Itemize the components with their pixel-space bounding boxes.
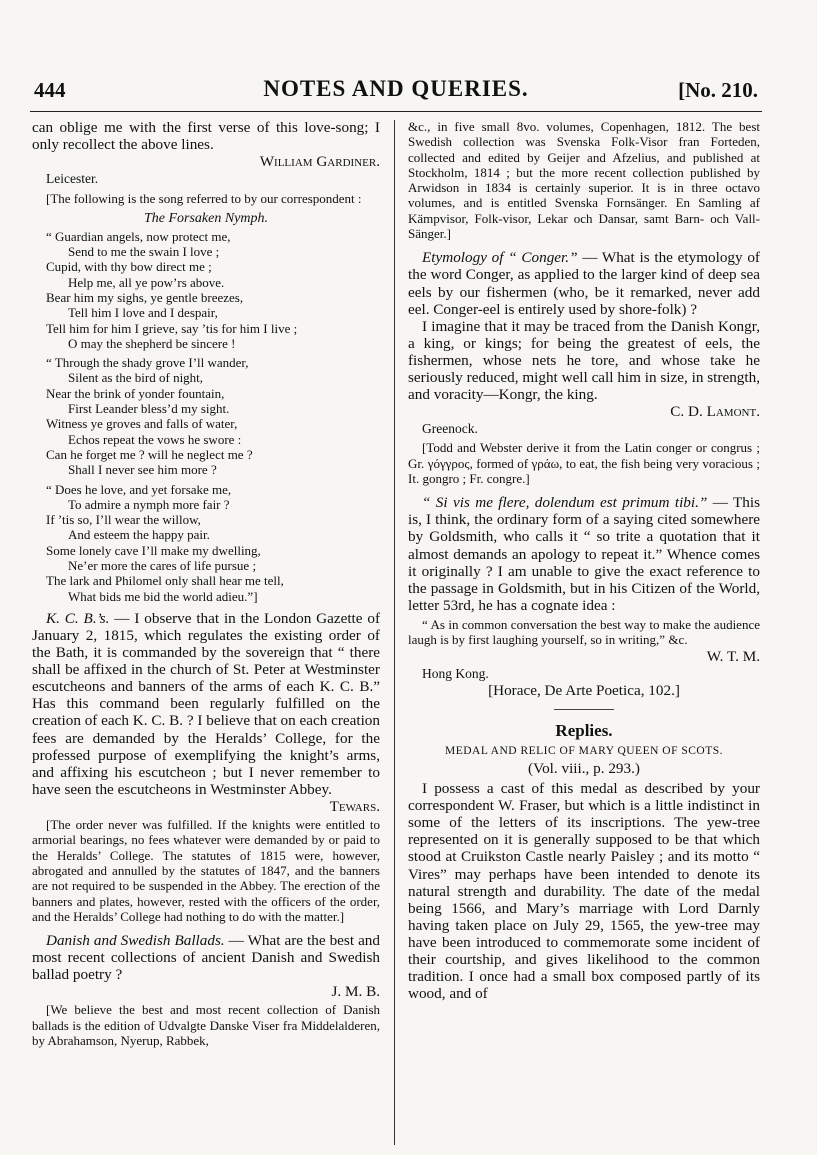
page-header bbox=[30, 76, 762, 112]
poem-line: Witness ye groves and falls of water, bbox=[46, 416, 238, 432]
page-number: 444 bbox=[34, 78, 66, 102]
paragraph: I imagine that it may be traced from the Danish Kongr, a king, or kings; for being the greatest of eels, the fishermen, whose nets he tore, and whose take he seriously reduced, might well call him in size, in strength, and voracity—Kongr, the king. bbox=[408, 317, 760, 404]
poem-stanza-3 bbox=[32, 482, 380, 604]
poem-line: “ Guardian angels, now protect me, bbox=[46, 228, 231, 244]
paragraph: can oblige me with the first verse of this love-song; I only recollect the above lines. bbox=[32, 119, 380, 154]
replies-heading: Replies. bbox=[555, 720, 613, 740]
poem-line: O may the shepherd be sincere ! bbox=[68, 335, 236, 351]
poem-line: And esteem the happy pair. bbox=[68, 527, 210, 543]
left-column bbox=[32, 119, 380, 1048]
editor-note: [The following is the song referred to by our correspondent : bbox=[46, 191, 362, 207]
poem-line: Help me, all ye pow’rs above. bbox=[68, 274, 225, 290]
journal-title: NOTES AND QUERIES. bbox=[263, 76, 529, 101]
issue-number: [No. 210. bbox=[678, 78, 758, 102]
signature: William Gardiner. bbox=[259, 153, 380, 171]
poem-line: “ Does he love, and yet forsake me, bbox=[46, 481, 232, 497]
header-rule bbox=[30, 111, 762, 112]
query-text: — I observe that in the London Gazette of January 2, 1815, which regulates the existing order of the Bath, it is commanded by the sovereign that “ there shall be affixed in the church of St. Peter at Westminster escutcheons and banners of the arms of each K. C. B.” Has this command been regularly fulfilled on the creation of each K. C. B. ? I believe that on each creation fees are demanded by the Heralds’ College, for the professed purpose of exemplifying the knight’s arms, and affixing his escutcheon ; but I never remember to have seen the escutcheons in Westminster Abbey. bbox=[32, 609, 381, 798]
query-text: — What are the best and most recent collections of ancient Danish and Swedish ballad poetry ? bbox=[32, 932, 380, 984]
editor-reply-continued: &c., in five small 8vo. volumes, Copenhagen, 1812. The best Swedish collection was Svenska Folk-Visor fran Forteden, collected and edited by Geijer and Afzelius, and published at Stockholm, 1814 ; but the more recent collection published by Arwidson in 1834 is certainly superior. It is in three octavo volumes, and is entitled Svenska Fornsänger. En Samling af Kämpvisor, Folk-visor, Lekar och Dansar, samt Barn- och Vall-Sänger.] bbox=[408, 119, 760, 242]
query-kcb bbox=[32, 610, 380, 798]
poem-line: “ Through the shady grove I’ll wander, bbox=[46, 355, 249, 371]
signature: J. M. B. bbox=[331, 983, 380, 1001]
signature: Tewars. bbox=[329, 797, 380, 815]
query-text: — What is the etymology of the word Conger, as applied to the larger kind of deep sea eels by our fishermen (who, be it remarked, never add eel. Conger-eel is entirely used by shore-folk) ? bbox=[408, 249, 760, 318]
place-name: Leicester. bbox=[46, 171, 99, 187]
poem-line: First Leander bless’d my sight. bbox=[68, 401, 230, 417]
poem-stanza-2 bbox=[32, 355, 380, 477]
poem-line: To admire a nymph more fair ? bbox=[68, 496, 230, 512]
place-name: Hong Kong. bbox=[422, 665, 489, 681]
poem-line: Can he forget me ? will he neglect me ? bbox=[46, 446, 253, 462]
poem-line: Near the brink of yonder fountain, bbox=[46, 385, 225, 401]
editor-reply: [We believe the best and most recent collection of Danish ballads is the edition of Udvalgte Danske Viser fra Middelalderen, by Abrahamson, Nyerup, Rabbek, bbox=[32, 1002, 380, 1049]
poem-line: Cupid, with thy bow direct me ; bbox=[46, 259, 212, 275]
poem-line: What bids me bid the world adieu.”] bbox=[68, 588, 258, 604]
article-text: I possess a cast of this medal as described by your correspondent W. Fraser, but which is a little indistinct in some of the letters of its inscriptions. The yew-tree represented on it is generally supposed to be that which stood at Cruikston Castle nearly Paisley ; and its motto “ Vires” may perhaps have been intended to denote its natural strength and durability. The date of the medal being 1566, and Mary’s marriage with Lord Darnly having taken place on July 29, 1565, the yew-tree may have been introduced to commemorate some incident of their courtship, and gives likelihood to the common tradition. I once had a small box composed partly of its wood, and of bbox=[408, 780, 760, 1003]
poem-line: Echos repeat the vows he swore : bbox=[68, 431, 242, 447]
poem-line: Tell him for him I grieve, say ’tis for him I live ; bbox=[46, 320, 298, 336]
poem-title: The Forsaken Nymph. bbox=[143, 210, 269, 226]
poem-line: If ’tis so, I’ll wear the willow, bbox=[46, 512, 201, 528]
editor-reply: [Todd and Webster derive it from the Latin conger or congrus ; Gr. γόγγρος, formed of γράω, to eat, the fish being very voracious ; It. gongro ; Fr. congre.] bbox=[408, 440, 760, 486]
poem-line: Tell him I love and I despair, bbox=[68, 305, 218, 321]
section-divider bbox=[554, 709, 614, 710]
quotation: “ As in common conversation the best way to make the audience laugh is by first laughing yourself, so in writing,” &c. bbox=[408, 616, 760, 648]
place-name: Greenock. bbox=[422, 421, 478, 437]
signature: W. T. M. bbox=[706, 647, 760, 665]
poem-line: Send to me the swain I love ; bbox=[68, 244, 220, 260]
poem-stanza-1 bbox=[32, 229, 380, 351]
query-heading: Danish and Swedish Ballads. bbox=[46, 932, 225, 950]
query-conger bbox=[408, 249, 760, 317]
query-text: — This is, I think, the ordinary form of a saying cited somewhere by Goldsmith, who calls it “ so trite a quotation that it almost demands an apology to repeat it.” Whence comes it originally ? I am unable to give the exact reference to the passage in Goldsmith, but in his Citizen of the World, letter 53rd, he has a cognate idea : bbox=[408, 494, 761, 614]
poem-line: Shall I never see him more ? bbox=[68, 462, 217, 478]
poem-line: The lark and Philomel only shall hear me tell, bbox=[46, 573, 284, 589]
signature: C. D. Lamont. bbox=[670, 403, 760, 421]
query-ballads bbox=[32, 932, 380, 983]
poem-line: Silent as the bird of night, bbox=[68, 370, 204, 386]
poem-line: Bear him my sighs, ye gentle breezes, bbox=[46, 289, 244, 305]
query-heading: K. C. B.’s. bbox=[46, 609, 110, 627]
poem-line: Ne’er more the cares of life pursue ; bbox=[68, 558, 257, 573]
right-column bbox=[408, 119, 760, 1002]
query-heading: Etymology of “ Conger.” bbox=[422, 249, 578, 267]
query-heading: “ Si vis me flere, dolendum est primum tibi.” bbox=[422, 494, 708, 512]
column-divider bbox=[394, 120, 395, 1145]
query-si-vis bbox=[408, 494, 760, 614]
editor-reply: [Horace, De Arte Poetica, 102.] bbox=[488, 681, 680, 699]
editor-reply: [The order never was fulfilled. If the knights were entitled to armorial bearings, no fees whatever were demanded by or paid to the Heralds’ College. The statutes of 1815 were, however, abrogated and annulled by the statutes of 1847, and the banners are not required to be suspended in the Abbey. The erection of the banners and plates, however, rested with the officers of the order, and the Heralds’ College had nothing to do with the matter.] bbox=[32, 817, 380, 924]
poem-line: Some lonely cave I’ll make my dwelling, bbox=[46, 542, 261, 558]
article-reference: (Vol. viii., p. 293.) bbox=[528, 760, 640, 778]
article-heading: MEDAL AND RELIC OF MARY QUEEN OF SCOTS. bbox=[444, 744, 724, 757]
